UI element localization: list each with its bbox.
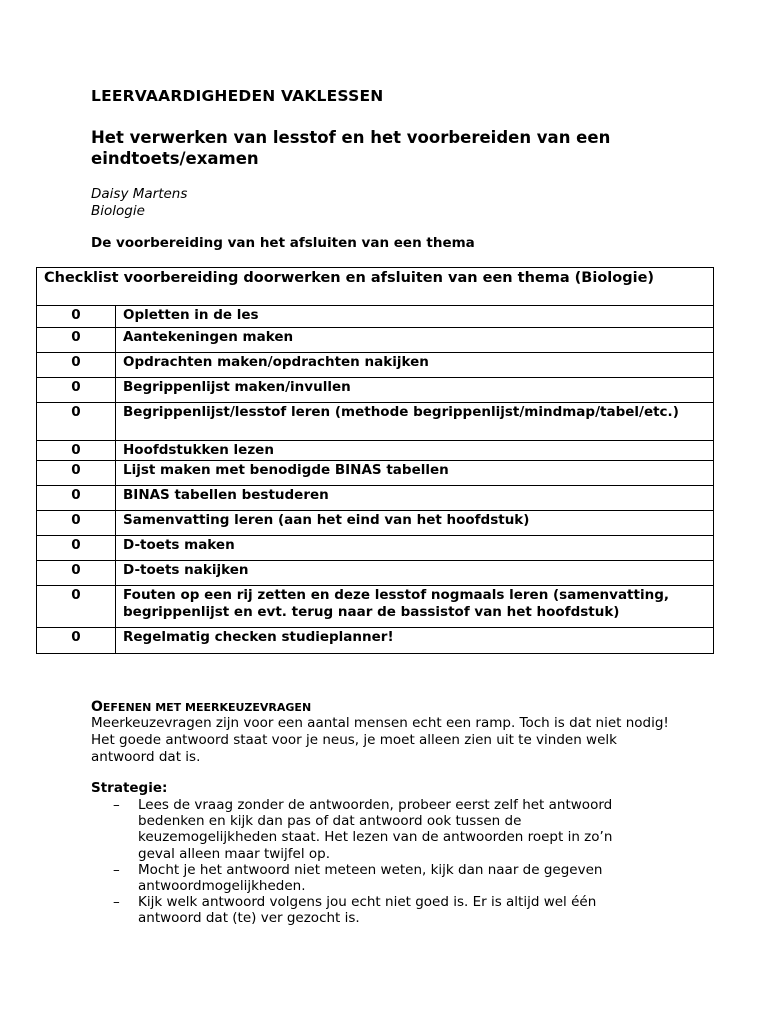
checklist-mark: 0	[37, 353, 116, 378]
checklist-task: Opdrachten maken/opdrachten nakijken	[116, 353, 714, 378]
document-title: LEERVAARDIGHEDEN VAKLESSEN	[91, 87, 384, 105]
multiple-choice-intro: Meerkeuzevragen zijn voor een aantal mensen echt een ramp. Toch is dat niet nodig! Het goede antwoord staat voor je neus, je moet alleen zien uit te vinden welk antwoord dat is.	[91, 715, 669, 765]
strategy-item-text: Mocht je het antwoord niet meteen weten, kijk dan naar de gegeven antwoordmogelijkheden.	[138, 861, 603, 895]
strategy-item-text: Kijk welk antwoord volgens jou echt niet goed is. Er is altijd wel één antwoord dat (te) ver gezocht is.	[138, 894, 597, 927]
checklist-mark: 0	[37, 486, 116, 511]
strategy-item-text: Lees de vraag zonder de antwoorden, probeer eerst zelf het antwoord bedenken en kijk dan pas of dat antwoord ook tussen de keuzemogelijkheden staat. Het lezen van de antwoorden roept in zo’n geval alleen maar twijfel op.	[138, 797, 613, 862]
checklist-task: Samenvatting leren (aan het eind van het hoofdstuk)	[116, 511, 714, 536]
checklist-row	[37, 328, 714, 353]
checklist-table	[36, 267, 714, 654]
strategy-list	[91, 797, 651, 927]
strategy-item	[91, 894, 651, 926]
checklist-mark: 0	[37, 461, 116, 486]
checklist-task: Begrippenlijst/lesstof leren (methode begrippenlijst/mindmap/tabel/etc.)	[116, 403, 714, 441]
checklist-mark: 0	[37, 328, 116, 353]
document-subtitle: Het verwerken van lesstof en het voorbereiden van een eindtoets/examen	[91, 128, 611, 168]
section-title: De voorbereiding van het afsluiten van een thema	[91, 235, 475, 251]
checklist-row	[37, 306, 714, 328]
checklist-task: Hoofdstukken lezen	[116, 441, 714, 461]
checklist-task: Regelmatig checken studieplanner!	[116, 628, 714, 654]
subject-name: Biologie	[91, 203, 145, 219]
checklist-mark: 0	[37, 586, 116, 628]
strategy-item	[91, 862, 651, 894]
checklist-row	[37, 486, 714, 511]
checklist-mark: 0	[37, 536, 116, 561]
checklist-row	[37, 378, 714, 403]
dash-bullet: –	[113, 861, 120, 878]
multiple-choice-title	[91, 699, 311, 715]
checklist-row	[37, 403, 714, 441]
multiple-choice-title-initial: O	[91, 699, 103, 715]
checklist-row	[37, 461, 714, 486]
dash-bullet: –	[113, 894, 120, 911]
checklist-task: Lijst maken met benodigde BINAS tabellen	[116, 461, 714, 486]
checklist-row	[37, 561, 714, 586]
checklist-mark: 0	[37, 628, 116, 654]
checklist-mark: 0	[37, 441, 116, 461]
checklist-task: D-toets maken	[116, 536, 714, 561]
checklist-task: D-toets nakijken	[116, 561, 714, 586]
dash-bullet: –	[113, 797, 120, 813]
checklist-task: Aantekeningen maken	[116, 328, 714, 353]
checklist-task: BINAS tabellen bestuderen	[116, 486, 714, 511]
author-block	[91, 186, 187, 220]
checklist-mark: 0	[37, 403, 116, 441]
strategy-label: Strategie:	[91, 780, 168, 796]
checklist-mark: 0	[37, 378, 116, 403]
checklist-header-row	[37, 268, 714, 306]
checklist-task: Fouten op een rij zetten en deze lesstof nogmaals leren (samenvatting, begrippenlijst en evt. terug naar de bassistof van het hoofdstuk)	[116, 586, 714, 628]
strategy-item	[91, 797, 651, 862]
checklist-row	[37, 628, 714, 654]
checklist-row	[37, 353, 714, 378]
checklist-task: Opletten in de les	[116, 306, 714, 328]
checklist-task: Begrippenlijst maken/invullen	[116, 378, 714, 403]
checklist-mark: 0	[37, 511, 116, 536]
author-name: Daisy Martens	[91, 186, 188, 202]
checklist-row	[37, 536, 714, 561]
checklist-row	[37, 511, 714, 536]
multiple-choice-title-rest: EFENEN MET MEERKEUZEVRAGEN	[102, 701, 312, 714]
checklist-header: Checklist voorbereiding doorwerken en afsluiten van een thema (Biologie)	[37, 268, 714, 306]
checklist-mark: 0	[37, 306, 116, 328]
checklist-row	[37, 586, 714, 628]
checklist-mark: 0	[37, 561, 116, 586]
checklist-row	[37, 441, 714, 461]
